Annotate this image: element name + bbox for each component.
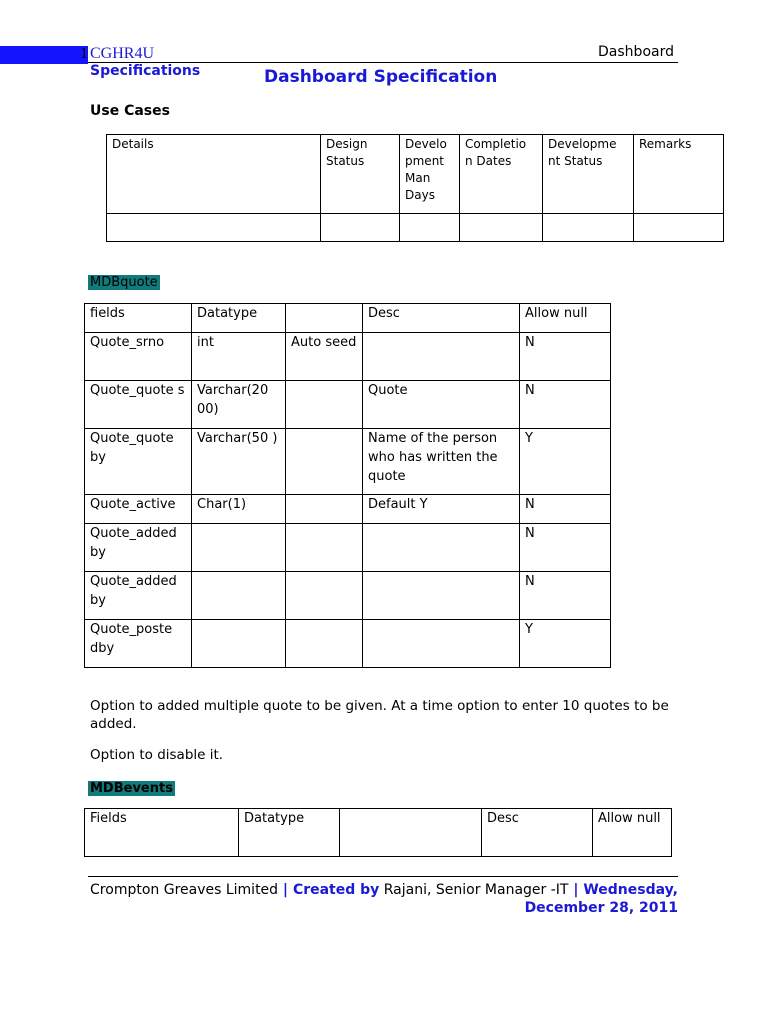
table-cell — [363, 572, 520, 620]
mdbevents-table — [84, 808, 672, 857]
table-cell: Varchar(20 00) — [192, 381, 286, 429]
table-cell: Quote_poste dby — [85, 620, 192, 668]
table-cell — [400, 214, 460, 242]
table-cell: N — [520, 524, 611, 572]
table-cell — [192, 620, 286, 668]
header-subtitle: Specifications — [90, 63, 201, 79]
table-row — [85, 620, 611, 668]
table-header-row — [85, 304, 611, 333]
table-cell — [286, 495, 363, 524]
page-title: Dashboard Specification — [264, 67, 498, 87]
footer-company: Crompton Greaves Limited — [90, 882, 279, 898]
table-header-cell: Completio n Dates — [460, 135, 543, 214]
table-row — [107, 214, 724, 242]
table-cell — [363, 333, 520, 381]
table-cell: Quote_added by — [85, 572, 192, 620]
table-header-cell: Allow null — [593, 809, 672, 857]
table-header-cell: Developme nt Status — [543, 135, 634, 214]
table-cell: Quote_quote s — [85, 381, 192, 429]
table-cell — [363, 524, 520, 572]
table-cell: Quote_srno — [85, 333, 192, 381]
table-cell — [286, 429, 363, 495]
table-header-cell — [286, 304, 363, 333]
table-header-row — [85, 809, 672, 857]
table-cell — [192, 572, 286, 620]
table-cell: Quote_quote by — [85, 429, 192, 495]
table-header-cell: Fields — [85, 809, 239, 857]
table-header-cell: Datatype — [239, 809, 340, 857]
table-cell: N — [520, 381, 611, 429]
footer-date: Wednesday, December 28, 2011 — [524, 882, 678, 916]
table-row — [85, 495, 611, 524]
table-cell: N — [520, 572, 611, 620]
table-header-row — [107, 135, 724, 214]
table-header-cell: fields — [85, 304, 192, 333]
table-cell: Y — [520, 620, 611, 668]
table-cell — [460, 214, 543, 242]
document-code: CGHR4U — [90, 45, 155, 62]
footer-rule — [88, 876, 678, 877]
table-header-cell: Details — [107, 135, 321, 214]
table-header-cell — [340, 809, 482, 857]
table-row — [85, 381, 611, 429]
table-header-cell: Desc — [363, 304, 520, 333]
table-header-cell: Desc — [482, 809, 593, 857]
table-header-cell: Datatype — [192, 304, 286, 333]
note-paragraph: Option to disable it. — [90, 747, 224, 763]
header-right-label: Dashboard — [598, 44, 674, 60]
table-row — [85, 333, 611, 381]
table-cell — [286, 620, 363, 668]
table-row — [85, 524, 611, 572]
table-header-cell: Develo pment Man Days — [400, 135, 460, 214]
table-cell: N — [520, 495, 611, 524]
table-cell — [286, 572, 363, 620]
table-cell: Quote_active — [85, 495, 192, 524]
table-header-cell: Design Status — [321, 135, 400, 214]
page-number: 1 — [80, 45, 88, 62]
table-cell: Y — [520, 429, 611, 495]
table-cell: Char(1) — [192, 495, 286, 524]
table-cell — [634, 214, 724, 242]
table-cell: Quote_added by — [85, 524, 192, 572]
table-cell — [286, 381, 363, 429]
mdbevents-label: MDBevents — [90, 781, 173, 796]
table-cell — [543, 214, 634, 242]
table-cell — [286, 524, 363, 572]
table-cell: Name of the person who has written the quote — [363, 429, 520, 495]
table-cell: Varchar(50 ) — [192, 429, 286, 495]
table-cell: Default Y — [363, 495, 520, 524]
use-cases-table — [106, 134, 724, 242]
mdbquote-table — [84, 303, 611, 668]
footer — [90, 881, 678, 917]
mdbquote-label: MDBquote — [90, 275, 158, 290]
table-cell: int — [192, 333, 286, 381]
footer-author: Rajani, Senior Manager -IT — [379, 882, 569, 898]
note-paragraph: Option to added multiple quote to be given. At a time option to enter 10 quotes to be added. — [90, 698, 669, 732]
header-accent-bar — [0, 46, 88, 64]
table-cell — [107, 214, 321, 242]
table-cell — [363, 620, 520, 668]
table-header-cell: Remarks — [634, 135, 724, 214]
table-header-cell: Allow null — [520, 304, 611, 333]
table-row — [85, 429, 611, 495]
table-cell: Quote — [363, 381, 520, 429]
footer-separator: | — [568, 882, 584, 898]
footer-created-label: Created by — [292, 882, 380, 898]
footer-separator: | — [278, 882, 293, 898]
table-cell — [321, 214, 400, 242]
use-cases-heading: Use Cases — [90, 103, 170, 119]
table-cell: Auto seed — [286, 333, 363, 381]
table-cell: N — [520, 333, 611, 381]
table-row — [85, 572, 611, 620]
table-cell — [192, 524, 286, 572]
